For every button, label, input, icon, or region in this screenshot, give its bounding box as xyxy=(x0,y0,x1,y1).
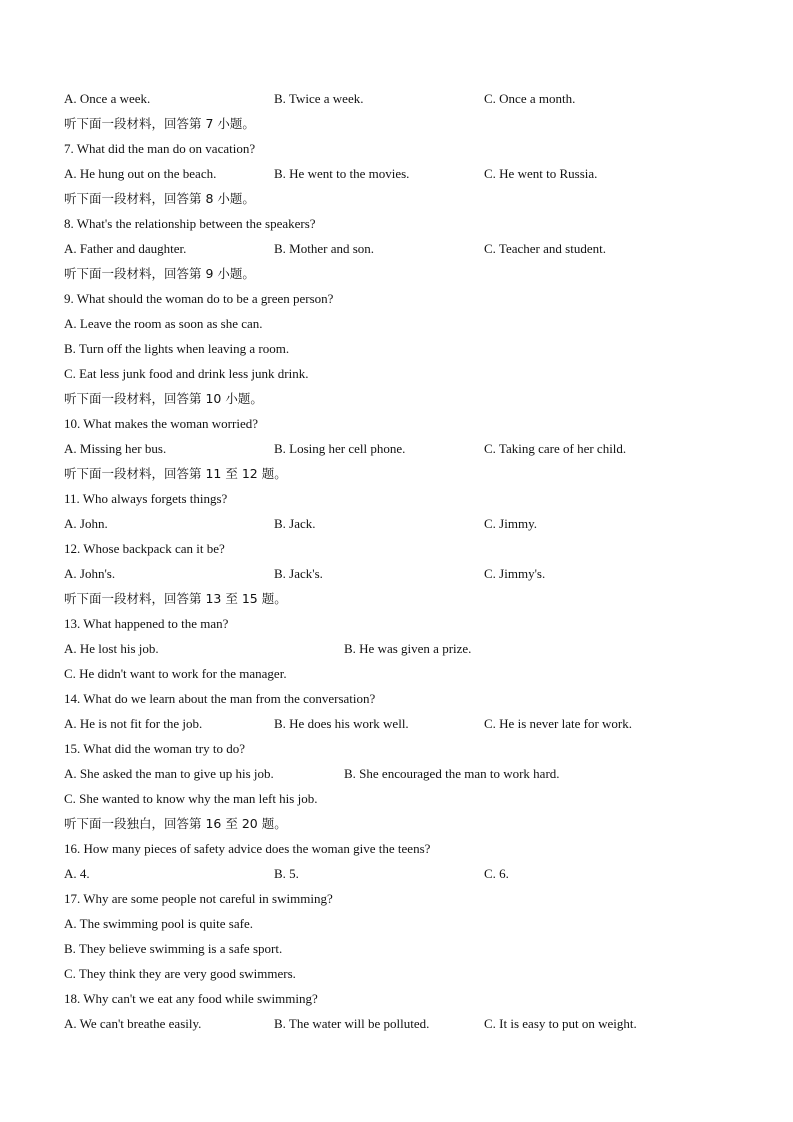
answer-option: C. He didn't want to work for the manager. xyxy=(64,666,287,681)
option-a: A. Father and daughter. xyxy=(64,241,187,256)
question-text: 12. Whose backpack can it be? xyxy=(64,541,225,556)
answer-option: A. Leave the room as soon as she can. xyxy=(64,316,263,331)
option-a: A. Missing her bus. xyxy=(64,441,167,456)
option-a: A. She asked the man to give up his job. xyxy=(64,766,274,781)
question-text: 10. What makes the woman worried? xyxy=(64,416,258,431)
option-a: A. He is not fit for the job. xyxy=(64,716,203,731)
option-c: C. Jimmy's. xyxy=(484,566,546,581)
answer-option: B. Turn off the lights when leaving a room. xyxy=(64,341,290,356)
option-a: A. We can't breathe easily. xyxy=(64,1016,202,1031)
option-a: A. He hung out on the beach. xyxy=(64,166,217,181)
section-instruction: 听下面一段材料，回答第 9 小题。 xyxy=(64,266,255,281)
option-b: B. He was given a prize. xyxy=(344,641,472,656)
section-instruction: 听下面一段材料，回答第 13 至 15 题。 xyxy=(64,591,287,606)
option-a: A. John's. xyxy=(64,566,116,581)
option-c: C. He went to Russia. xyxy=(484,166,598,181)
question-text: 15. What did the woman try to do? xyxy=(64,741,246,756)
question-text: 16. How many pieces of safety advice does the woman give the teens? xyxy=(64,841,431,856)
question-text: 17. Why are some people not careful in swimming? xyxy=(64,891,333,906)
option-b: B. She encouraged the man to work hard. xyxy=(344,766,560,781)
answer-option: C. They think they are very good swimmers. xyxy=(64,966,296,981)
question-text: 14. What do we learn about the man from the conversation? xyxy=(64,691,376,706)
option-b: B. 5. xyxy=(274,866,299,881)
question-text: 8. What's the relationship between the speakers? xyxy=(64,216,316,231)
option-b: B. Jack's. xyxy=(274,566,323,581)
option-c: C. It is easy to put on weight. xyxy=(484,1016,637,1031)
answer-option: C. Eat less junk food and drink less junk drink. xyxy=(64,366,309,381)
option-a: A. John. xyxy=(64,516,108,531)
question-text: 7. What did the man do on vacation? xyxy=(64,141,256,156)
option-c: C. He is never late for work. xyxy=(484,716,633,731)
option-b: B. Twice a week. xyxy=(274,91,364,106)
option-c: C. 6. xyxy=(484,866,509,881)
option-b: B. Mother and son. xyxy=(274,241,375,256)
option-b: B. The water will be polluted. xyxy=(274,1016,430,1031)
section-instruction: 听下面一段材料，回答第 8 小题。 xyxy=(64,191,255,206)
section-instruction: 听下面一段材料，回答第 11 至 12 题。 xyxy=(64,466,287,481)
option-b: B. He went to the movies. xyxy=(274,166,410,181)
option-b: B. Jack. xyxy=(274,516,316,531)
section-instruction: 听下面一段材料，回答第 7 小题。 xyxy=(64,116,255,131)
answer-option: C. She wanted to know why the man left his job. xyxy=(64,791,318,806)
option-c: C. Taking care of her child. xyxy=(484,441,627,456)
option-a: A. 4. xyxy=(64,866,90,881)
question-text: 11. Who always forgets things? xyxy=(64,491,228,506)
answer-option: B. They believe swimming is a safe sport. xyxy=(64,941,283,956)
section-instruction: 听下面一段材料，回答第 10 小题。 xyxy=(64,391,263,406)
option-c: C. Once a month. xyxy=(484,91,576,106)
question-text: 18. Why can't we eat any food while swimming? xyxy=(64,991,318,1006)
section-instruction: 听下面一段独白，回答第 16 至 20 题。 xyxy=(64,816,287,831)
option-a: A. Once a week. xyxy=(64,91,151,106)
option-b: B. Losing her cell phone. xyxy=(274,441,406,456)
option-a: A. He lost his job. xyxy=(64,641,159,656)
option-c: C. Jimmy. xyxy=(484,516,537,531)
question-text: 13. What happened to the man? xyxy=(64,616,229,631)
option-c: C. Teacher and student. xyxy=(484,241,606,256)
option-b: B. He does his work well. xyxy=(274,716,409,731)
question-text: 9. What should the woman do to be a green person? xyxy=(64,291,334,306)
answer-option: A. The swimming pool is quite safe. xyxy=(64,916,253,931)
